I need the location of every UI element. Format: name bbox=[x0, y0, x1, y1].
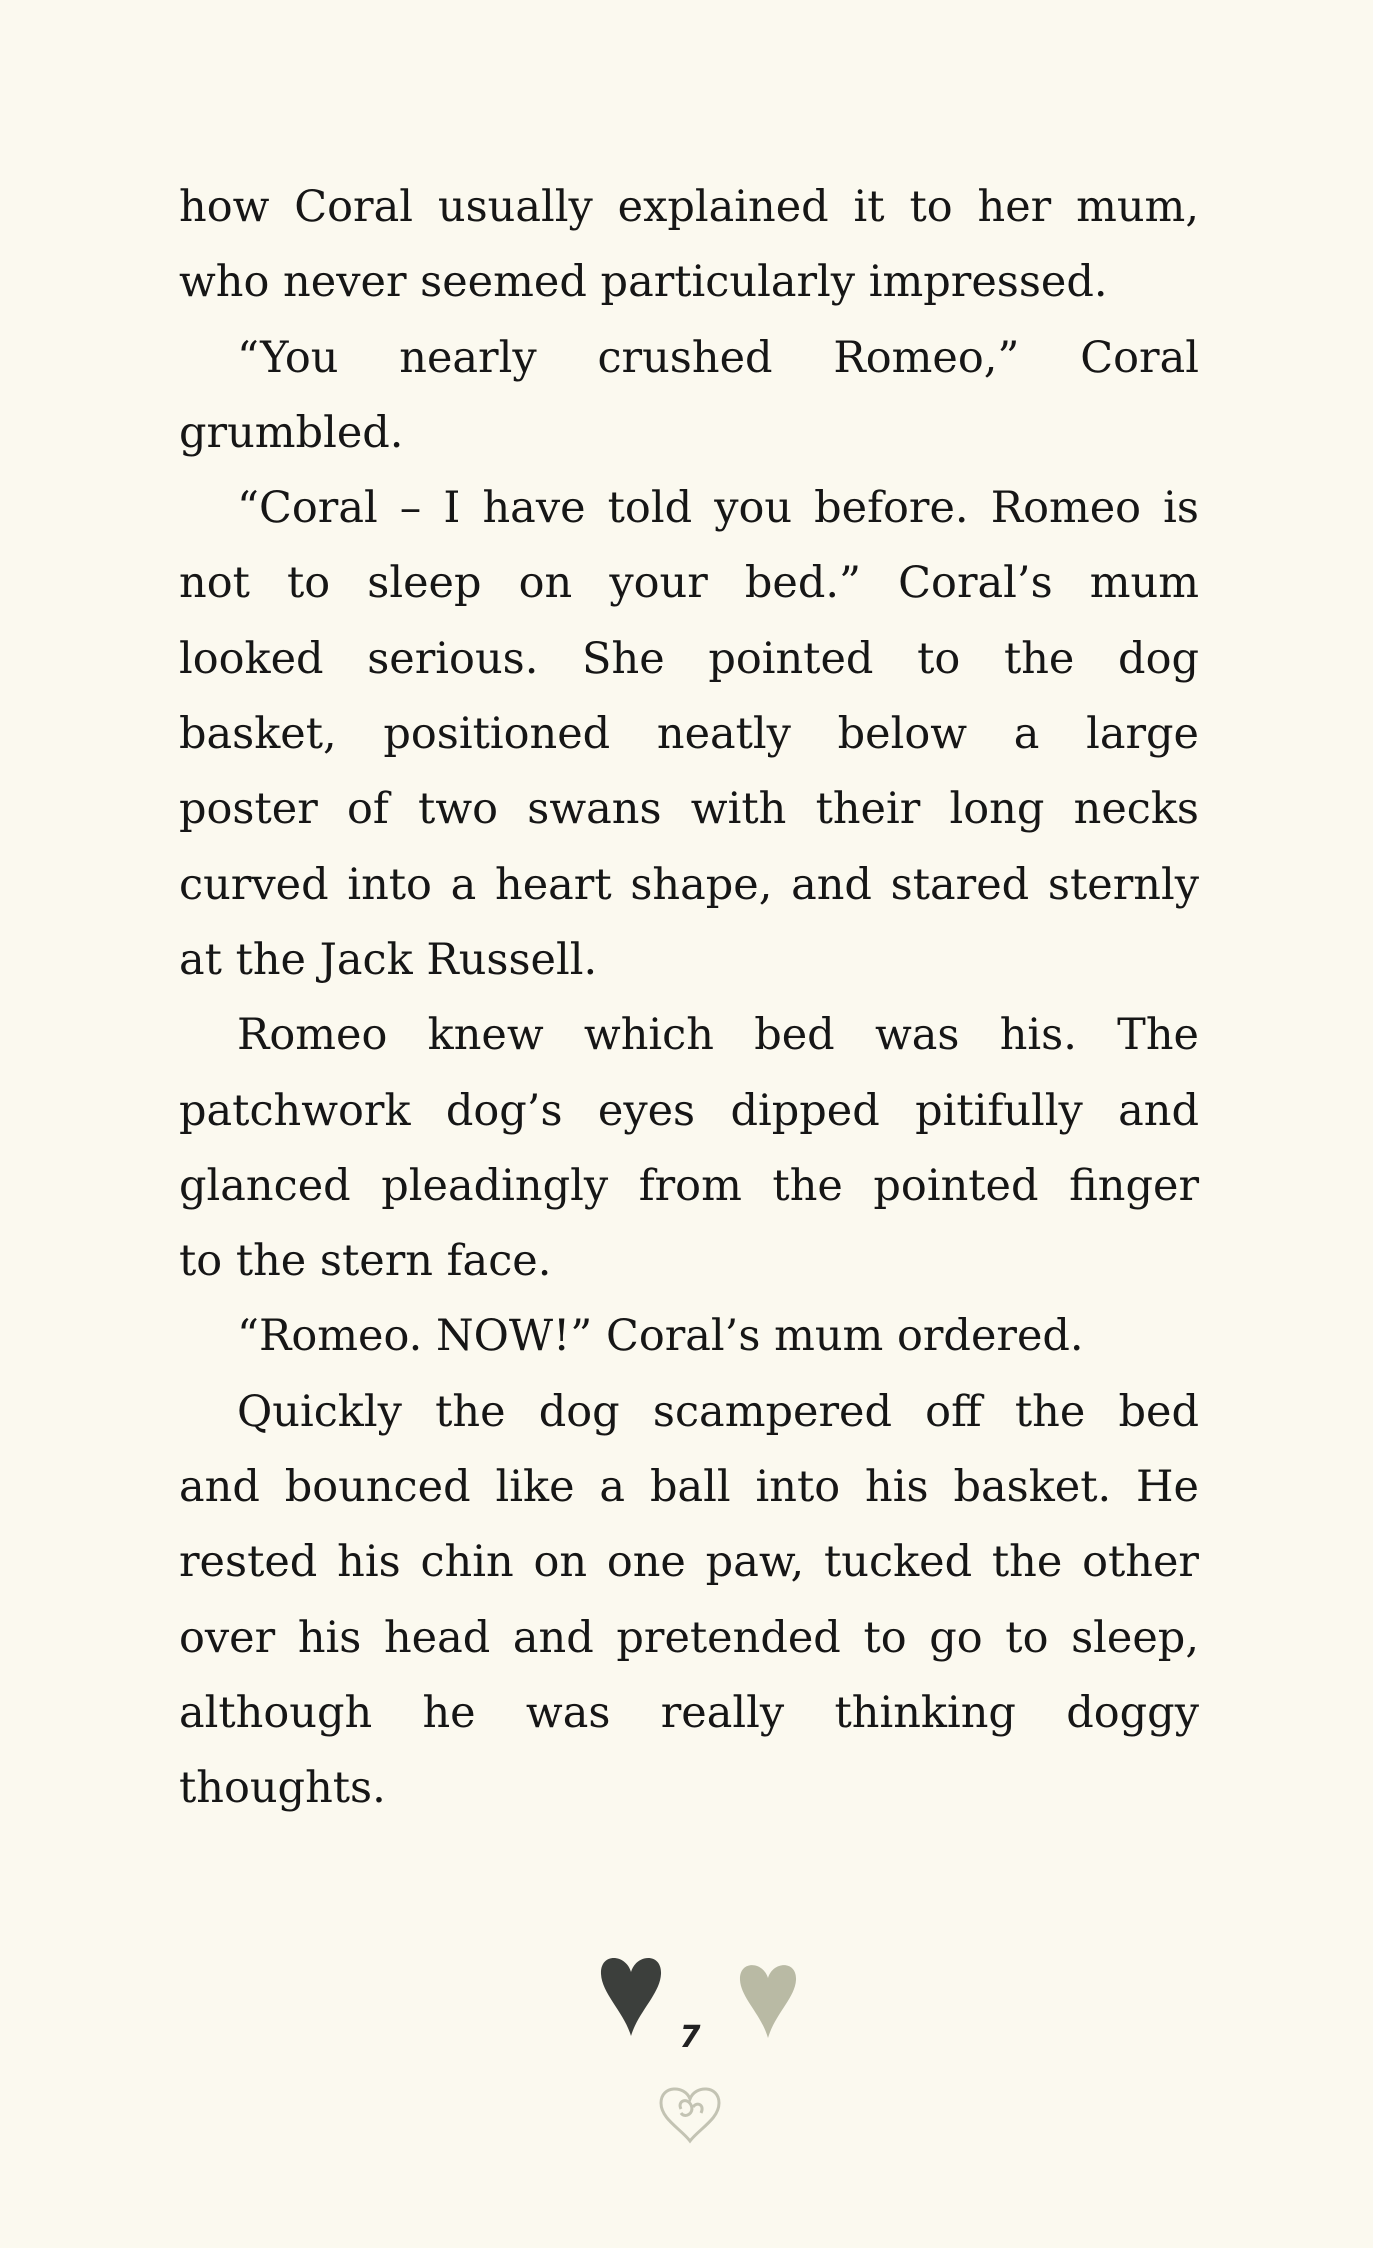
text-line: glanced pleadingly from the pointed finger bbox=[179, 1160, 1199, 1211]
text-line: thoughts. bbox=[179, 1763, 386, 1814]
text-line: who never seemed particularly impressed. bbox=[179, 257, 1108, 308]
text-line: although he was really thinking doggy bbox=[179, 1687, 1199, 1738]
text-line: “Romeo. NOW!” Coral’s mum ordered. bbox=[237, 1311, 1084, 1362]
text-line: not to sleep on your bed.” Coral’s mum bbox=[179, 558, 1199, 609]
text-line: rested his chin on one paw, tucked the other bbox=[179, 1537, 1199, 1588]
text-line: looked serious. She pointed to the dog bbox=[179, 633, 1199, 684]
swirl-heart-flourish bbox=[680, 2101, 702, 2116]
page-number: 7 bbox=[679, 2020, 701, 2055]
text-line: to the stern face. bbox=[179, 1236, 552, 1287]
text-line: grumbled. bbox=[179, 407, 404, 458]
light-heart-icon bbox=[734, 1956, 802, 2042]
text-line: patchwork dog’s eyes dipped pitifully and bbox=[179, 1085, 1199, 1136]
light-heart-shape bbox=[740, 1965, 796, 2038]
text-line: poster of two swans with their long necks bbox=[179, 784, 1199, 835]
page-body-text bbox=[179, 170, 1199, 1827]
dark-heart-icon bbox=[596, 1950, 666, 2040]
text-line: Quickly the dog scampered off the bed bbox=[237, 1386, 1199, 1437]
text-line: basket, positioned neatly below a large bbox=[179, 709, 1199, 760]
text-line: “Coral – I have told you before. Romeo is bbox=[237, 483, 1199, 534]
text-line: and bounced like a ball into his basket. He bbox=[179, 1462, 1199, 1513]
dark-heart-shape bbox=[601, 1958, 661, 2036]
text-line: Romeo knew which bed was his. The bbox=[237, 1010, 1199, 1061]
text-line: how Coral usually explained it to her mum, bbox=[179, 182, 1199, 232]
text-line: “You nearly crushed Romeo,” Coral bbox=[237, 332, 1199, 383]
text-line: at the Jack Russell. bbox=[179, 934, 598, 985]
swirl-heart-icon bbox=[655, 2083, 725, 2145]
text-line: curved into a heart shape, and stared sternly bbox=[179, 859, 1199, 910]
text-line: over his head and pretended to go to sleep, bbox=[179, 1612, 1199, 1663]
